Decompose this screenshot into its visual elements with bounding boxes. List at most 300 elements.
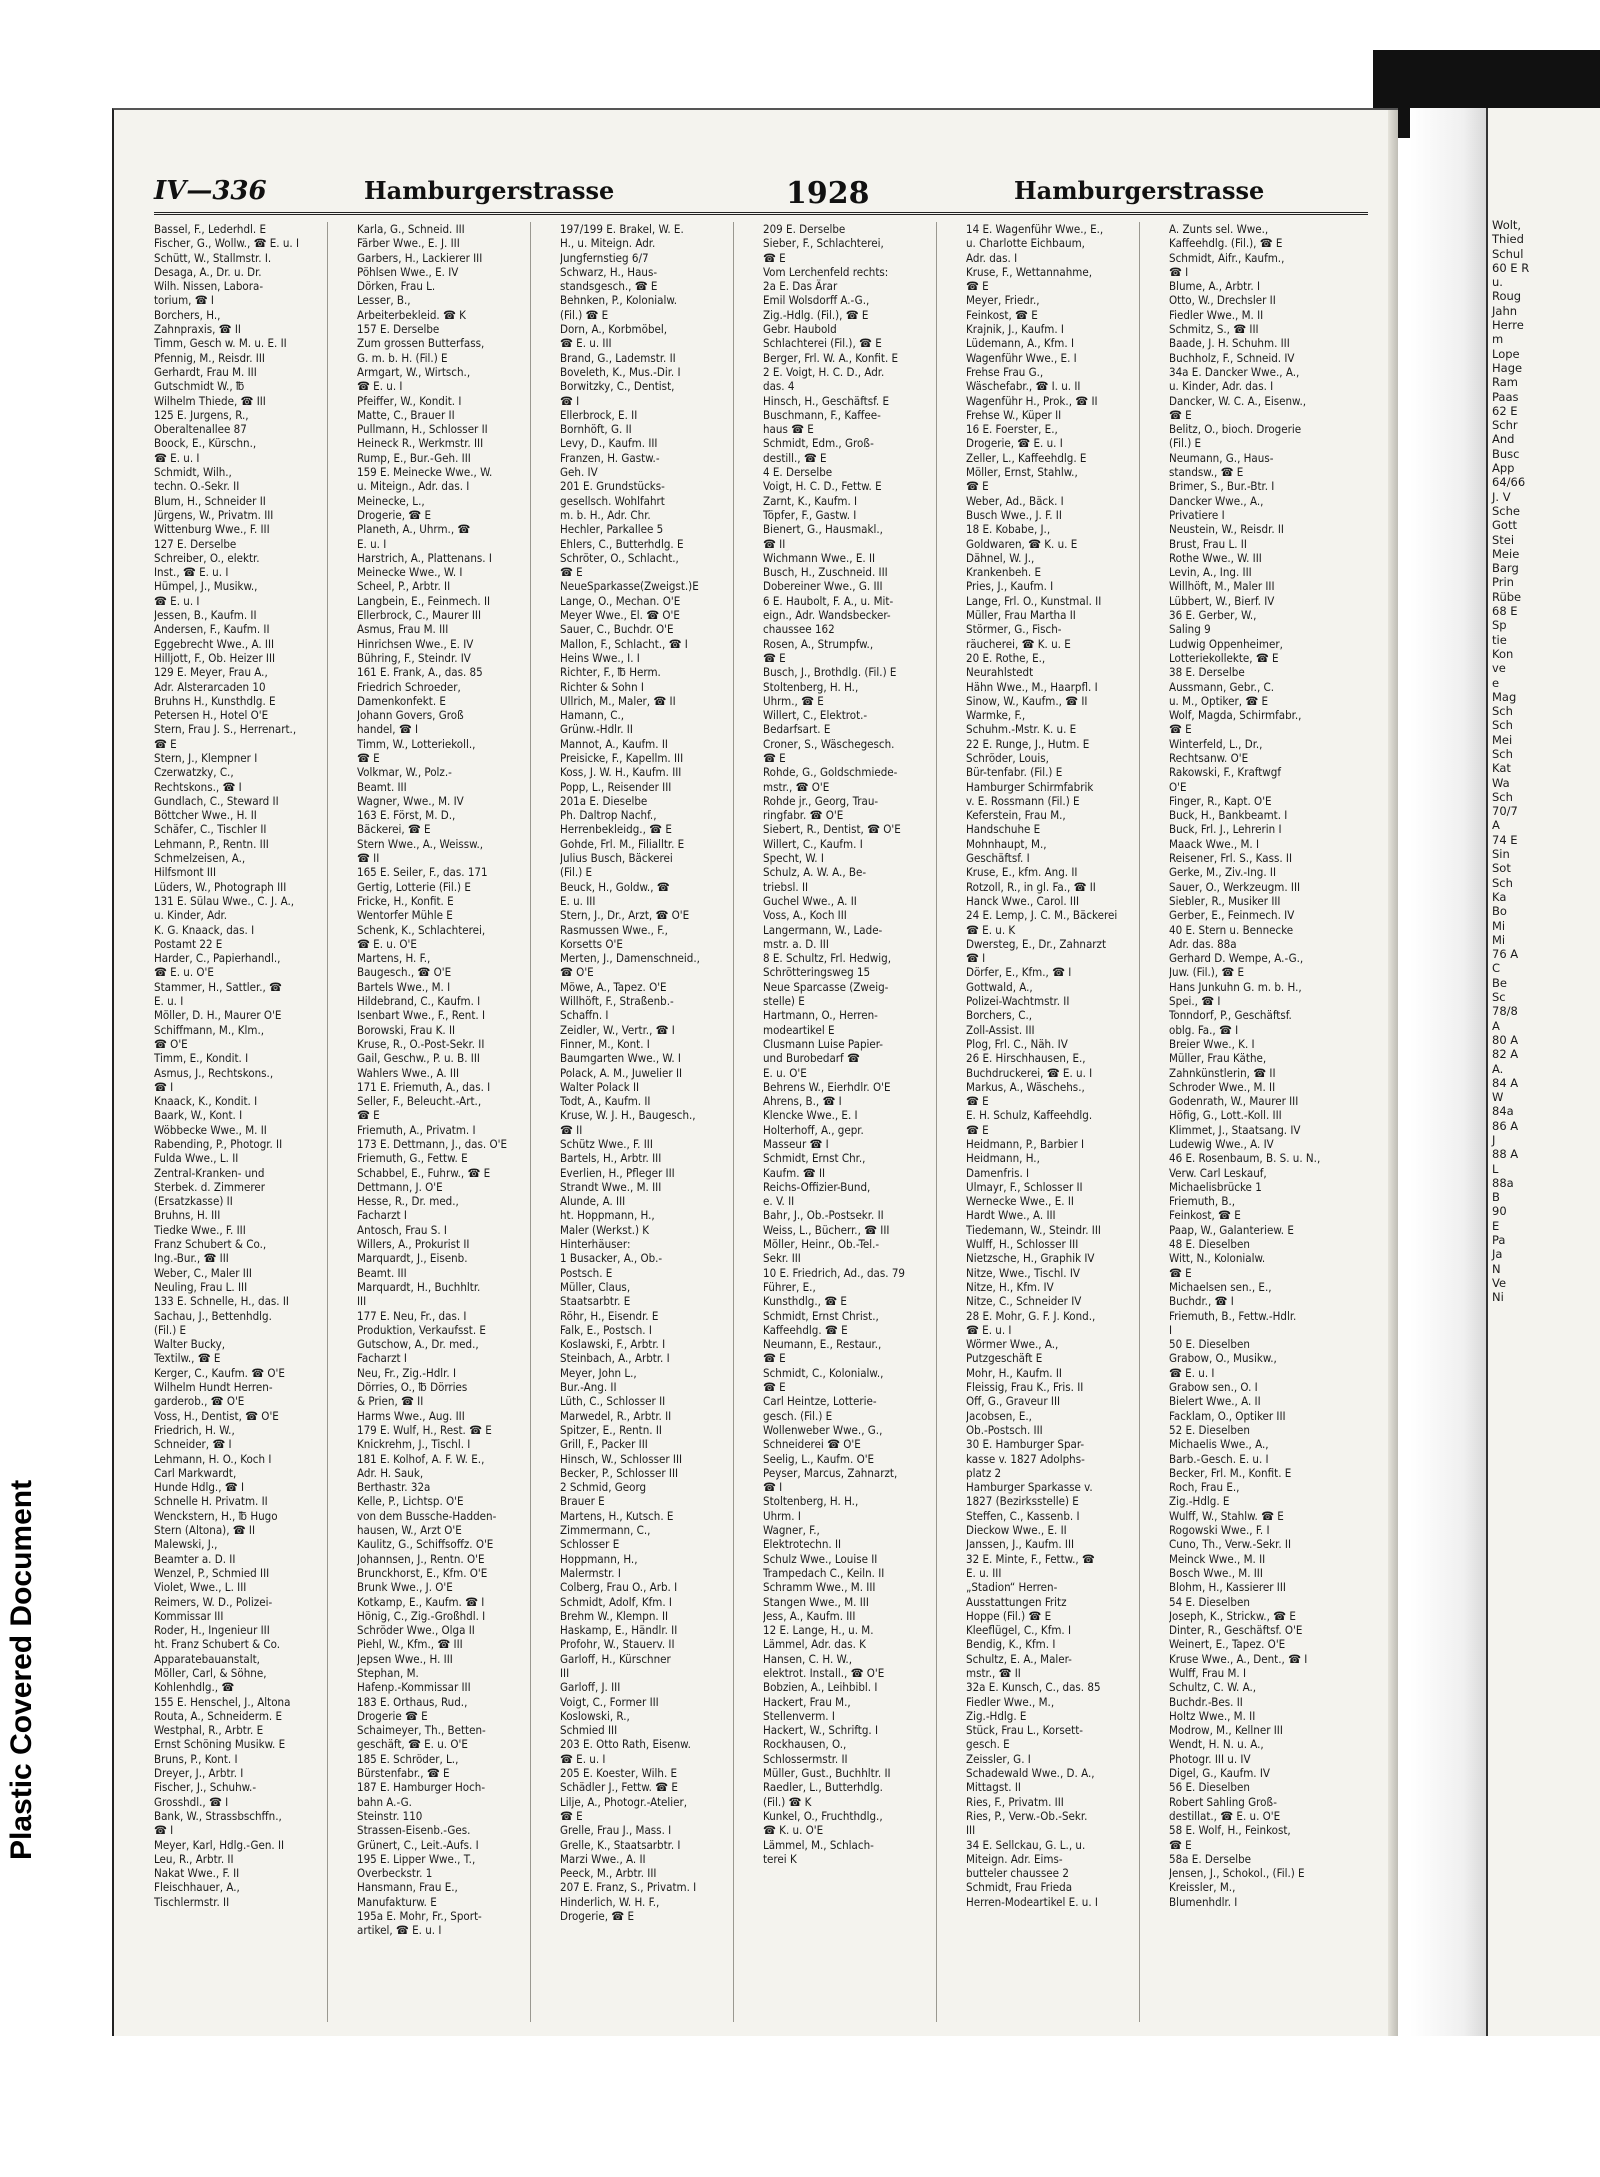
directory-entry: u. Kinder, Adr. das. I (1169, 379, 1274, 394)
directory-entry: 50 E. Dieselben (1169, 1337, 1250, 1352)
directory-entry: Möller, Carl, & Söhne, (154, 1665, 267, 1680)
directory-entry: Aussmann, Gebr., C. (1169, 679, 1275, 694)
directory-entry: Schwarz, H., Haus- (560, 264, 658, 279)
directory-entry: (Fil.) ☎ K (763, 1794, 812, 1809)
directory-entry: 68 E (1492, 604, 1518, 619)
directory-entry: Schulz, A. W. A., Be- (763, 865, 867, 880)
directory-entry: Bosch Wwe., M. III (1169, 1565, 1263, 1580)
directory-entry: Kommissar III (154, 1608, 224, 1623)
directory-entry: Wulff, Frau M. I (1169, 1665, 1247, 1680)
directory-entry: Zoll-Assist. III (966, 1022, 1035, 1037)
directory-entry: Volkmar, W., Polz.- (357, 765, 452, 780)
directory-entry: Hamburger Sparkasse v. (966, 1480, 1093, 1495)
directory-entry: e (1492, 675, 1500, 690)
directory-entry: Belitz, O., bioch. Drogerie (1169, 422, 1302, 437)
directory-entry: Geh. IV (560, 465, 598, 480)
directory-entry: Klencke Wwe., E. I (763, 1108, 858, 1123)
directory-entry: 84a (1492, 1104, 1514, 1119)
directory-entry: platz 2 (966, 1465, 1002, 1480)
directory-entry: Nitze, Wwe., Tischl. IV (966, 1265, 1080, 1280)
directory-entry: Schreiber, O., elektr. (154, 550, 260, 565)
directory-entry: „Stadion“ Herren- (966, 1580, 1058, 1595)
directory-entry: Schröter, O., Schlacht., (560, 550, 679, 565)
directory-entry: ☎ K. u. O'E (763, 1823, 824, 1838)
directory-entry: ☎ E (763, 1380, 786, 1395)
directory-entry: Schulz Wwe., Louise II (763, 1551, 878, 1566)
directory-entry: Wulff, W., Stahlw. ☎ E (1169, 1508, 1284, 1523)
directory-entry: Jepsen Wwe., H. III (357, 1651, 453, 1666)
directory-entry: Fricke, H., Konfit. E (357, 893, 454, 908)
directory-columns (154, 222, 1370, 2022)
directory-entry: 165 E. Seiler, F., das. 171 (357, 865, 488, 880)
directory-entry: Tiedke Wwe., F. III (154, 1222, 246, 1237)
directory-entry: Blumenhdlr. I (1169, 1894, 1238, 1909)
directory-entry: 80 A (1492, 1032, 1519, 1047)
directory-entry: butteler chaussee 2 (966, 1866, 1069, 1881)
directory-entry: Pries, J., Kaufm. I (966, 579, 1054, 594)
directory-entry: 4 E. Derselbe (763, 465, 833, 480)
directory-entry: Ellerbrock, C., Maurer III (357, 608, 482, 623)
directory-entry: 183 E. Orthaus, Rud., (357, 1694, 468, 1709)
directory-entry: ☎ E (1169, 407, 1192, 422)
directory-entry: Koslowski, R., (560, 1708, 630, 1723)
directory-entry: Pfeiffer, W., Kondit. I (357, 393, 462, 408)
directory-entry: Lope (1492, 346, 1520, 361)
directory-entry: 1827 (Bezirksstelle) E (966, 1494, 1079, 1509)
directory-entry: 14 E. Wagenführ Wwe., E., (966, 222, 1104, 236)
directory-entry: Wernecke Wwe., E. II (966, 1194, 1074, 1209)
directory-entry: Willhöft, M., Maler III (1169, 579, 1275, 594)
directory-entry: Möller, Ernst, Stahlw., (966, 465, 1078, 480)
directory-entry: Müller, Gust., Buchhltr. II (763, 1766, 891, 1781)
directory-entry: Hinterhäuser: (560, 1237, 631, 1252)
directory-entry: Hansmann, Frau E., (357, 1880, 458, 1895)
directory-entry: Neuling, Frau L. III (154, 1279, 248, 1294)
directory-entry: H., u. Miteign. Adr. (560, 236, 656, 251)
directory-entry: Friemuth, G., Fettw. E (357, 1151, 468, 1166)
directory-entry: Gerber, E., Feinmech. IV (1169, 908, 1295, 923)
directory-entry: J (1492, 1133, 1496, 1147)
directory-entry: Johann Govers, Groß (357, 708, 464, 723)
directory-entry: Facklam, O., Optiker III (1169, 1408, 1286, 1423)
directory-entry: Fiedler Wwe., M., (966, 1694, 1055, 1709)
directory-entry: Heidmann, P., Barbier I (966, 1137, 1085, 1151)
directory-entry: Rothe Wwe., W. III (1169, 550, 1262, 565)
directory-entry: 62 E (1492, 403, 1518, 418)
directory-entry: Rogowski Wwe., F. I (1169, 1523, 1270, 1538)
directory-entry: ☎ E (1169, 722, 1192, 737)
directory-entry: Gertig, Lotterie (Fil.) E (357, 879, 471, 894)
directory-entry: Schmidt, Frau Frieda (966, 1880, 1073, 1895)
directory-year: 1928 (786, 176, 870, 211)
directory-entry: Walter Bucky, (154, 1337, 225, 1352)
directory-entry: 60 E R (1492, 260, 1530, 275)
directory-entry: Levy, D., Kaufm. III (560, 436, 658, 451)
directory-entry: Roch, Frau E., (1169, 1480, 1240, 1495)
directory-entry: Müller, Claus, (560, 1279, 631, 1294)
directory-entry: eign., Adr. Wandsbecker- (763, 608, 891, 623)
directory-entry: Rasmussen Wwe., F., (560, 922, 668, 937)
directory-entry: Wörmer Wwe., A., (966, 1337, 1059, 1352)
directory-entry: Czerwatzky, C., (154, 765, 234, 780)
directory-entry: Lübbert, W., Bierf. IV (1169, 593, 1275, 608)
directory-entry: Wendt, H. N. u. A., (1169, 1737, 1264, 1752)
directory-entry: 26 E. Hirschhausen, E., (966, 1051, 1086, 1066)
directory-entry: Blohm, H., Kassierer III (1169, 1580, 1286, 1595)
directory-entry: gesellsch. Wohlfahrt (560, 493, 665, 508)
directory-entry: Willers, A., Prokurist II (357, 1237, 470, 1252)
directory-entry: Knaack, K., Kondit. I (154, 1094, 258, 1109)
directory-entry: Feinkost, ☎ E (966, 307, 1038, 322)
directory-entry: Brimer, S., Bur.-Btr. I (1169, 479, 1275, 494)
directory-entry: Gottwald, A., (966, 979, 1033, 994)
directory-entry: Zeller, L., Kaffeehdlg. E (966, 450, 1087, 465)
directory-entry: Grelle, Frau J., Mass. I (560, 1823, 672, 1838)
directory-entry: Buchdr., ☎ I (1169, 1294, 1234, 1309)
directory-entry: 38 E. Derselbe (1169, 665, 1245, 680)
directory-entry: 2 Schmid, Georg (560, 1480, 647, 1495)
directory-entry: Wagner, F., (763, 1523, 820, 1538)
directory-entry: Harstrich, A., Plattenans. I (357, 550, 492, 565)
directory-entry: gesch. E (966, 1737, 1010, 1752)
directory-entry: Feinkost, ☎ E (1169, 1208, 1241, 1223)
directory-entry: Michaelis Wwe., A., (1169, 1437, 1269, 1452)
directory-entry: Colberg, Frau O., Arb. I (560, 1580, 678, 1595)
directory-entry: techn. O.-Sekr. II (154, 479, 240, 494)
directory-entry: Hafenp.-Kommissar III (357, 1680, 471, 1695)
directory-entry: Boveleth, K., Mus.-Dir. I (560, 364, 681, 379)
directory-entry: Bendig, K., Kfm. I (966, 1637, 1056, 1652)
directory-entry: Drogerie, ☎ E (560, 1909, 635, 1924)
directory-entry: Timm, E., Kondit. I (154, 1051, 249, 1066)
directory-entry: Postamt 22 E (154, 936, 223, 951)
directory-entry: Brauer E (560, 1494, 605, 1509)
directory-entry: ☎ E. u. O'E (154, 965, 214, 980)
directory-entry: Wollenweber Wwe., G., (763, 1422, 883, 1437)
directory-entry: Plog, Frl. C., Näh. IV (966, 1036, 1068, 1051)
directory-entry: Wenzel, P., Schmied III (154, 1565, 270, 1580)
directory-entry: Kaufm. ☎ II (763, 1165, 826, 1180)
directory-entry: Reichs-Offizier-Bund, (763, 1179, 871, 1194)
directory-entry: Sauer, O., Werkzeugm. III (1169, 879, 1301, 894)
directory-entry: Jacobsen, E., (966, 1408, 1032, 1423)
directory-entry: Hechler, Parkallee 5 (560, 522, 664, 537)
directory-entry: Schnelle H. Privatm. II (154, 1494, 268, 1509)
directory-entry: Arbeiterbekleid. ☎ K (357, 307, 466, 322)
directory-entry: Berger, Frl. W. A., Konfit. E (763, 350, 899, 365)
directory-entry: App (1492, 461, 1515, 476)
directory-entry: Juw. (Fil.), ☎ E (1169, 965, 1245, 980)
directory-entry: (Ersatzkasse) II (154, 1194, 233, 1209)
directory-entry: und Burobedarf ☎ (763, 1051, 860, 1066)
directory-entry: Barg (1492, 561, 1519, 576)
directory-entry: Lange, O., Mechan. O'E (560, 593, 681, 608)
directory-entry: Heidmann, H., (966, 1151, 1040, 1166)
directory-entry: Schmidt, C., Kolonialw., (763, 1365, 884, 1380)
directory-entry: Lehmann, P., Rentn. III (154, 836, 269, 851)
directory-entry: Produktion, Verkaufsst. E (357, 1322, 486, 1337)
directory-entry: Zentral-Kranken- und (154, 1165, 265, 1180)
directory-entry: u. Kinder, Adr. (154, 908, 228, 923)
directory-entry: Raedler, L., Butterhdlg. (763, 1780, 883, 1795)
directory-entry: Möwe, A., Tapez. O'E (560, 979, 667, 994)
directory-entry: ☎ E (1169, 1265, 1192, 1280)
directory-entry: triebsl. II (763, 879, 809, 894)
directory-entry: Pöhlsen Wwe., E. IV (357, 264, 459, 279)
directory-entry: Grünw.-Hdlr. II (560, 722, 633, 737)
directory-entry: 179 E. Wulf, H., Rest. ☎ E (357, 1422, 492, 1437)
directory-entry: Markus, A., Wäschehs., (966, 1079, 1085, 1094)
directory-entry: Voss, H., Dentist, ☎ O'E (154, 1408, 279, 1423)
directory-entry: Wenckstern, H., ℔ Hugo (154, 1508, 278, 1523)
directory-entry: Sachau, J., Bettenhdlg. (154, 1308, 272, 1323)
directory-entry: 207 E. Franz, S., Privatm. I (560, 1880, 697, 1895)
directory-entry: Marzi Wwe., A. II (560, 1851, 646, 1866)
directory-entry: Sche (1492, 503, 1520, 518)
directory-entry: Witt, N., Kolonialw. (1169, 1251, 1266, 1266)
directory-entry: Harder, C., Papierhandl., (154, 951, 281, 966)
directory-entry: Manufakturw. E (357, 1894, 437, 1909)
directory-entry: Zig.-Hdlg. E (1169, 1494, 1230, 1509)
directory-entry: Koslawski, F., Arbtr. I (560, 1337, 666, 1352)
directory-entry: Jungfernstieg 6/7 (560, 250, 649, 265)
directory-entry: Drogerie, ☎ E (357, 507, 432, 522)
directory-entry: 32a E. Kunsch, C., das. 85 (966, 1680, 1101, 1695)
directory-entry: Matte, C., Brauer II (357, 407, 455, 422)
directory-entry: Mei (1492, 732, 1513, 747)
directory-entry: Gerhard D. Wempe, A.-G., (1169, 951, 1304, 966)
directory-entry: räucherei, ☎ K. u. E (966, 636, 1071, 651)
directory-entry: Gerhardt, Frau M. III (154, 364, 257, 379)
directory-entry: Heins Wwe., I. I (560, 650, 640, 665)
directory-entry: Borchers, C., (966, 1008, 1033, 1023)
directory-entry: Gutschmidt W., ℔ (154, 379, 245, 394)
directory-column-2 (357, 222, 531, 2022)
directory-entry: E (1492, 1218, 1500, 1233)
directory-entry: Kruse, W. J. H., Baugesch., (560, 1108, 696, 1123)
directory-entry: Mittagst. II (966, 1780, 1021, 1795)
directory-entry: Fleischhauer, A., (154, 1880, 240, 1895)
directory-entry: Wentorfer Mühle E (357, 908, 453, 923)
directory-entry: Zahnkünstlerin, ☎ II (1169, 1065, 1276, 1080)
directory-entry: ☎ E (763, 650, 786, 665)
directory-entry: Damenfris. I (966, 1165, 1030, 1180)
directory-entry: 173 E. Dettmann, J., das. O'E (357, 1137, 507, 1151)
directory-entry: Zarnt, K., Kaufm. I (763, 493, 858, 508)
directory-entry: Steffen, C., Kassenb. I (966, 1508, 1080, 1523)
directory-column-6 (1169, 222, 1363, 2022)
directory-entry: Dreyer, J., Arbtr. I (154, 1766, 244, 1781)
directory-entry: Johannsen, J., Rentn. O'E (357, 1551, 485, 1566)
directory-entry: Richter, F., ℔ Herm. (560, 665, 661, 680)
directory-entry: ☎ E. u. O'E (357, 936, 417, 951)
directory-entry: Jürgens, W., Privatm. III (154, 507, 274, 522)
directory-entry: Timm, Gesch w. M. u. E. II (154, 336, 287, 351)
directory-entry: Boock, E., Kürschn., (154, 436, 257, 451)
directory-entry: Asmus, J., Rechtskons., (154, 1065, 274, 1080)
directory-entry: Marquardt, J., Eisenb. (357, 1251, 468, 1266)
directory-entry: Müller, Frau Käthe, (1169, 1051, 1267, 1066)
directory-entry: Sch (1492, 718, 1513, 733)
directory-entry: Neue Sparcasse (Zweig- (763, 979, 889, 994)
street-title-right: Hamburgerstrasse (1014, 176, 1265, 205)
directory-entry: Drogerie ☎ E (357, 1708, 428, 1723)
directory-entry: ☎ I (560, 393, 580, 408)
directory-entry: Hilfsmont III (154, 865, 217, 880)
directory-entry: Ernst Schöning Musikw. E (154, 1737, 286, 1752)
directory-entry: Schlossermstr. II (763, 1751, 848, 1766)
directory-entry: N (1492, 1261, 1501, 1276)
directory-entry: 201 E. Grundstücks- (560, 479, 665, 494)
directory-entry: Timm, W., Lotteriekoll., (357, 736, 476, 751)
directory-entry: Postsch. E (560, 1265, 613, 1280)
directory-entry: Michaelsen sen., E., (1169, 1279, 1272, 1294)
directory-entry: Meinck Wwe., M. II (1169, 1551, 1266, 1566)
directory-entry: Paap, W., Galanteriew. E (1169, 1222, 1294, 1237)
page-header (154, 172, 1368, 215)
directory-entry: Mi (1492, 932, 1506, 947)
directory-entry: III (357, 1294, 367, 1309)
directory-entry: Stoltenberg, H. H., (763, 1494, 859, 1509)
directory-entry: 54 E. Dieselben (1169, 1594, 1250, 1609)
directory-entry: garderob., ☎ O'E (154, 1394, 245, 1409)
directory-entry: Reisener, Frl. S., Kass. II (1169, 851, 1293, 866)
directory-entry: Störmer, G., Fisch- (966, 622, 1062, 637)
directory-entry: ☎ E. u. I (560, 1751, 606, 1766)
directory-entry: Blum, H., Schneider II (154, 493, 266, 508)
directory-entry: Martens, H. F., (357, 951, 431, 966)
directory-entry: Weber, C., Maler III (154, 1265, 252, 1280)
directory-entry: Asmus, Frau M. III (357, 622, 449, 637)
directory-entry: Schlachterei (Fil.), ☎ E (763, 336, 882, 351)
directory-entry: Everlien, H., Pfleger III (560, 1165, 675, 1180)
directory-entry: Dörken, Frau L. (357, 279, 436, 294)
directory-entry: 18 E. Kobabe, J., (966, 522, 1051, 537)
directory-entry: u. M., Optiker, ☎ E (1169, 693, 1269, 708)
directory-entry: Hans Junkuhn G. m. b. H., (1169, 979, 1302, 994)
directory-entry: Lüth, C., Schlosser II (560, 1394, 666, 1409)
directory-entry: Michaelisbrücke 1 (1169, 1179, 1262, 1194)
directory-entry: Rübe (1492, 589, 1522, 604)
directory-entry: Barb.-Gesch. E. u. I (1169, 1451, 1269, 1466)
directory-page (112, 108, 1398, 2036)
directory-entry: Gerke, M., Ziv.-Ing. II (1169, 865, 1276, 880)
directory-entry: Sc (1492, 990, 1506, 1005)
directory-entry: Dancker Wwe., A., (1169, 493, 1264, 508)
directory-entry: Emil Wolsdorff A.-G., (763, 293, 870, 308)
directory-entry: Rump, E., Bur.-Geh. III (357, 450, 471, 465)
directory-entry: Hoppe (Fil.) ☎ E (966, 1608, 1052, 1623)
directory-entry: Kruse Wwe., A., Dent., ☎ I (1169, 1651, 1308, 1666)
directory-entry: Polizei-Wachtmstr. II (966, 994, 1070, 1009)
directory-entry: Meinecke Wwe., W. I (357, 565, 463, 580)
directory-entry: Popp, L., Reisender III (560, 779, 672, 794)
directory-entry: ☎ O'E (154, 1036, 188, 1051)
directory-entry: Weber, Ad., Bäck. I (966, 493, 1064, 508)
directory-entry: m (1492, 332, 1504, 347)
directory-entry: Voigt, H. C. D., Fettw. E (763, 479, 882, 494)
directory-entry: ☎ E. u. I (154, 450, 200, 465)
directory-entry: 185 E. Schröder, L., (357, 1751, 459, 1766)
directory-entry: Hamburger Schirmfabrik (966, 779, 1094, 794)
directory-entry: 2a E. Das Ärar (763, 279, 838, 294)
directory-entry: Kaulitz, G., Schiffsoffz. O'E (357, 1537, 494, 1552)
directory-entry: Miteign. Adr. Eims- (966, 1851, 1063, 1866)
directory-entry: Gundlach, C., Steward II (154, 793, 279, 808)
directory-entry: Wilhelm Thiede, ☎ III (154, 393, 266, 408)
directory-entry: Bielert Wwe., A. II (1169, 1394, 1261, 1409)
directory-entry: Photogr. III u. IV (1169, 1751, 1251, 1766)
directory-entry: Dörries, O., ℔ Dörries (357, 1380, 468, 1395)
directory-entry: Schmidt, Ernst Christ., (763, 1308, 879, 1323)
directory-entry: Masseur ☎ I (763, 1137, 829, 1151)
directory-entry: E. u. O'E (763, 1065, 807, 1080)
directory-entry: Robert Sahling Groß- (1169, 1794, 1277, 1809)
directory-entry: Lesser, B., (357, 293, 411, 308)
directory-entry: 20 E. Rothe, E., (966, 650, 1046, 665)
directory-entry: Behnken, P., Kolonialw. (560, 293, 678, 308)
directory-entry: 197/199 E. Brakel, W. E. (560, 222, 684, 236)
directory-entry: Kaffeehdlg. (Fil.), ☎ E (1169, 236, 1283, 251)
directory-entry: mstr., ☎ II (966, 1665, 1021, 1680)
directory-entry: Schuhm.-Mstr. K. u. E (966, 722, 1077, 737)
directory-entry: Willert, C., Kaufm. I (763, 836, 863, 851)
directory-entry: Keferstein, Frau M., (966, 808, 1066, 823)
directory-entry: Bahr, J., Ob.-Postsekr. II (763, 1208, 884, 1223)
directory-entry: ☎ E (763, 750, 786, 765)
directory-entry: Nietzsche, H., Graphik IV (966, 1251, 1095, 1266)
directory-entry: Dinter, R., Geschäftsf. O'E (1169, 1623, 1303, 1638)
directory-entry: elektrot. Install., ☎ O'E (763, 1665, 885, 1680)
directory-entry: Bürstenfabr., ☎ E (357, 1766, 450, 1781)
directory-entry: standsgesch., ☎ E (560, 279, 658, 294)
directory-entry: Janssen, J., Kaufm. III (966, 1537, 1075, 1552)
directory-entry: Lange, Frl. O., Kunstmal. II (966, 593, 1102, 608)
directory-entry: Busch Wwe., J. F. II (966, 507, 1062, 522)
directory-entry: Stellenverm. I (763, 1708, 835, 1723)
directory-entry: Beamt. III (357, 1265, 407, 1280)
directory-entry: ☎ E (1169, 1837, 1192, 1852)
directory-entry: Schäfer, C., Tischler II (154, 822, 267, 837)
directory-entry: Herre (1492, 318, 1524, 333)
directory-entry: Wäschefabr., ☎ I. u. II (966, 379, 1081, 394)
directory-entry: Stern, J., Klempner I (154, 750, 258, 765)
directory-entry: Siebert, R., Dentist, ☎ O'E (763, 822, 901, 837)
directory-entry: 88 A (1492, 1147, 1519, 1162)
directory-entry: Kerger, C., Kaufm. ☎ O'E (154, 1365, 285, 1380)
directory-entry: Baark, W., Kont. I (154, 1108, 243, 1123)
directory-entry: Desaga, A., Dr. u. Dr. (154, 264, 262, 279)
directory-entry: Routa, A., Schneiderm. E (154, 1708, 283, 1723)
directory-entry: Fulda Wwe., L. II (154, 1151, 239, 1166)
directory-entry: ☎ E (560, 565, 583, 580)
directory-entry: Rechtskons., ☎ I (154, 779, 242, 794)
directory-entry: Schneider, ☎ I (154, 1437, 232, 1452)
directory-entry: Mohr, H., Kaufm. II (966, 1365, 1062, 1380)
directory-entry: Beuck, H., Goldw., ☎ (560, 879, 670, 894)
directory-entry: Hanck Wwe., Carol. III (966, 893, 1080, 908)
directory-entry: Hesse, R., Dr. med., (357, 1194, 459, 1209)
directory-entry: 34a E. Dancker Wwe., A., (1169, 364, 1300, 379)
directory-entry: Richter & Sohn I (560, 679, 644, 694)
directory-entry: Schr (1492, 418, 1518, 433)
directory-entry: Seelig, L., Kaufm. O'E (763, 1451, 875, 1466)
directory-entry: L (1492, 1161, 1499, 1176)
directory-entry: 90 (1492, 1204, 1507, 1219)
directory-entry: mstr., ☎ O'E (763, 779, 830, 794)
directory-entry: Neumann, G., Haus- (1169, 450, 1274, 465)
directory-entry: Schneiderei ☎ O'E (763, 1437, 861, 1452)
